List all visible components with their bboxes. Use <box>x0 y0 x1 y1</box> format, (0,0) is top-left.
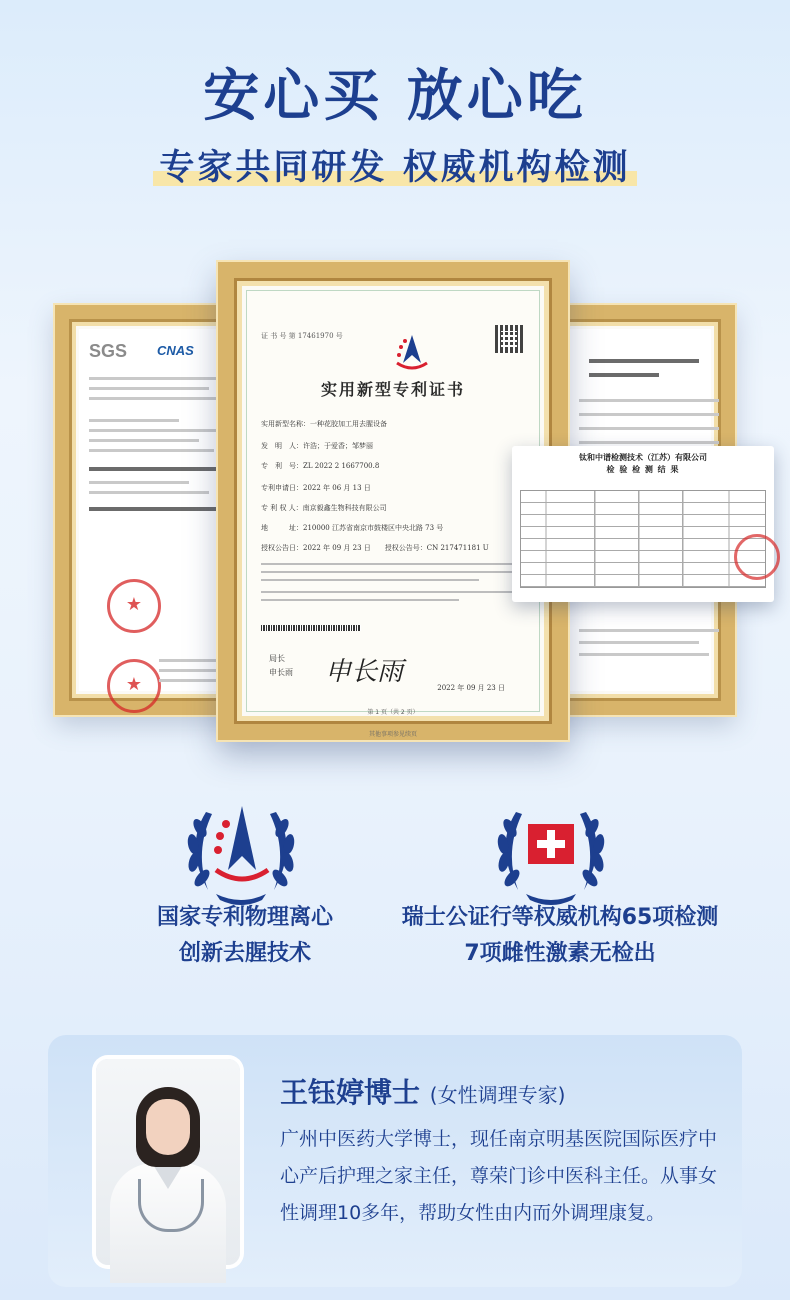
sgs-report-document <box>79 329 241 691</box>
cert-field: 地 址：210000 江苏省南京市鼓楼区中央北路 73 号 <box>261 524 444 532</box>
testing-badge-line-1: 瑞士公证行等权威机构65项检测 <box>401 905 719 930</box>
certificate-number: 证 书 号 第 17461970 号 <box>261 332 343 340</box>
sign-label-name: 申长雨 <box>269 668 293 677</box>
testing-badge-text <box>370 900 750 972</box>
qr-code-icon <box>495 325 523 353</box>
patent-certificate-document <box>246 290 540 716</box>
patent-badge-line-1: 国家专利物理离心 <box>156 905 333 930</box>
patent-emblem-icon <box>176 792 306 912</box>
cert-field: 实用新型名称：一种花胶加工用去腥设备 <box>261 420 387 428</box>
cert-field: 授权公告日：2022 年 09 月 23 日 授权公告号：CN 217471181 U <box>261 544 489 552</box>
page-subtitle: 专家共同研发 权威机构检测 <box>153 140 636 190</box>
cert-field: 发 明 人：许浩；于爱香；邹梦丽 <box>261 442 373 450</box>
subtitle-wrap <box>0 140 790 190</box>
sgs-red-seal-2 <box>107 659 161 713</box>
certificate-footer: 其他事项参见续页 <box>368 731 417 738</box>
cnas-logo: CNAS <box>157 343 194 358</box>
certificate-title: 实用新型专利证书 <box>320 380 465 399</box>
patent-badge-line-2: 创新去腥技术 <box>178 941 311 966</box>
cert-field: 专 利 号：ZL 2022 2 1667700.8 <box>261 462 380 470</box>
signature: 申长雨 <box>325 657 404 687</box>
testing-badge-line-2: 7项雌性激素无检出 <box>464 941 656 966</box>
expert-name-row <box>280 1071 565 1111</box>
sgs-red-seal <box>107 579 161 633</box>
expert-card <box>48 1035 742 1287</box>
test-result-card <box>512 446 774 602</box>
report-red-seal <box>734 534 780 580</box>
result-table <box>520 490 766 588</box>
report-card-title: 钛和中谱检测技术（江苏）有限公司 <box>579 453 707 462</box>
cnipa-emblem-icon <box>391 333 433 371</box>
patent-badge-text <box>100 900 390 972</box>
sign-label-title: 局长 <box>269 654 285 663</box>
cert-field: 专利申请日：2022 年 06 月 13 日 <box>261 484 371 492</box>
sgs-logo: SGS <box>89 341 128 361</box>
report-card-subtitle: 检 验 检 测 结 果 <box>606 465 680 474</box>
expert-photo <box>96 1059 240 1265</box>
page-title: 安心买 放心吃 <box>203 64 587 129</box>
expert-name: 王钰婷博士 <box>280 1076 421 1109</box>
expert-role: (女性调理专家) <box>429 1083 566 1107</box>
swiss-cross-icon <box>486 792 616 912</box>
expert-bio: 广州中医药大学博士，现任南京明基医院国际医疗中心产后护理之家主任，尊荣门诊中医科主任。从事女性调理10多年，帮助女性由内而外调理康复。 <box>280 1128 718 1224</box>
barcode <box>261 625 361 631</box>
cert-field: 专 利 权 人：南京毅鑫生物科技有限公司 <box>261 504 387 512</box>
certificate-page: 第 1 页（共 2 页） <box>367 709 419 716</box>
certificate-date: 2022 年 09 月 23 日 <box>437 684 505 692</box>
